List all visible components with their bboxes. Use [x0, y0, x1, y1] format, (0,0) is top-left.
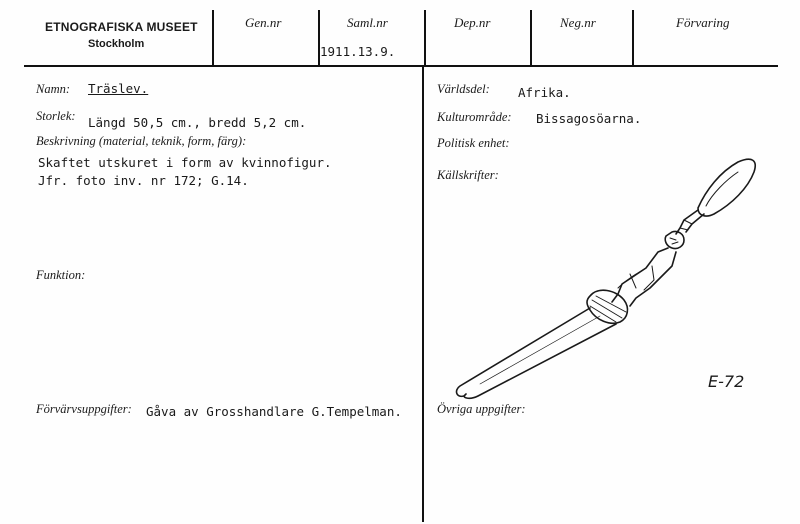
ovriga-label: Övriga uppgifter: — [437, 402, 526, 416]
storlek-label: Storlek: — [36, 109, 76, 123]
namn-value: Träslev. — [88, 81, 149, 96]
header-divider-3 — [424, 10, 426, 65]
varldsdel-label: Världsdel: — [437, 82, 490, 96]
institution-name: ETNOGRAFISKA MUSEET — [45, 20, 198, 34]
funktion-label: Funktion: — [36, 268, 86, 282]
body-divider — [422, 66, 424, 522]
beskrivning-label: Beskrivning (material, teknik, form, färg): — [36, 134, 247, 148]
kallskrifter-label: Källskrifter: — [437, 168, 499, 182]
saml-nr-value: 1911.13.9. — [320, 44, 396, 59]
ladle-illustration — [440, 148, 770, 408]
kulturomrade-value: Bissagosöarna. — [536, 111, 642, 126]
beskrivning-line-2: Jfr. foto inv. nr 172; G.14. — [38, 173, 249, 188]
header-bottom-rule — [24, 65, 778, 67]
forvaring-label: Förvaring — [676, 15, 730, 30]
header-divider-1 — [212, 10, 214, 65]
beskrivning-line-1: Skaftet utskuret i form av kvinnofigur. — [38, 155, 332, 170]
forvarv-value: Gåva av Grosshandlare G.Tempelman. — [146, 404, 402, 419]
kulturomrade-label: Kulturområde: — [437, 110, 512, 124]
storlek-value: Längd 50,5 cm., bredd 5,2 cm. — [88, 115, 307, 130]
handwritten-code: E-72 — [708, 372, 745, 391]
header-divider-5 — [632, 10, 634, 65]
dep-nr-label: Dep.nr — [454, 15, 491, 30]
forvarv-label: Förvärvsuppgifter: — [36, 402, 132, 416]
politisk-label: Politisk enhet: — [437, 136, 510, 150]
saml-nr-label: Saml.nr — [347, 15, 388, 30]
neg-nr-label: Neg.nr — [560, 15, 596, 30]
varldsdel-value: Afrika. — [518, 85, 571, 100]
header-divider-4 — [530, 10, 532, 65]
institution-city: Stockholm — [88, 38, 145, 50]
namn-label: Namn: — [36, 82, 71, 96]
gen-nr-label: Gen.nr — [245, 15, 282, 30]
